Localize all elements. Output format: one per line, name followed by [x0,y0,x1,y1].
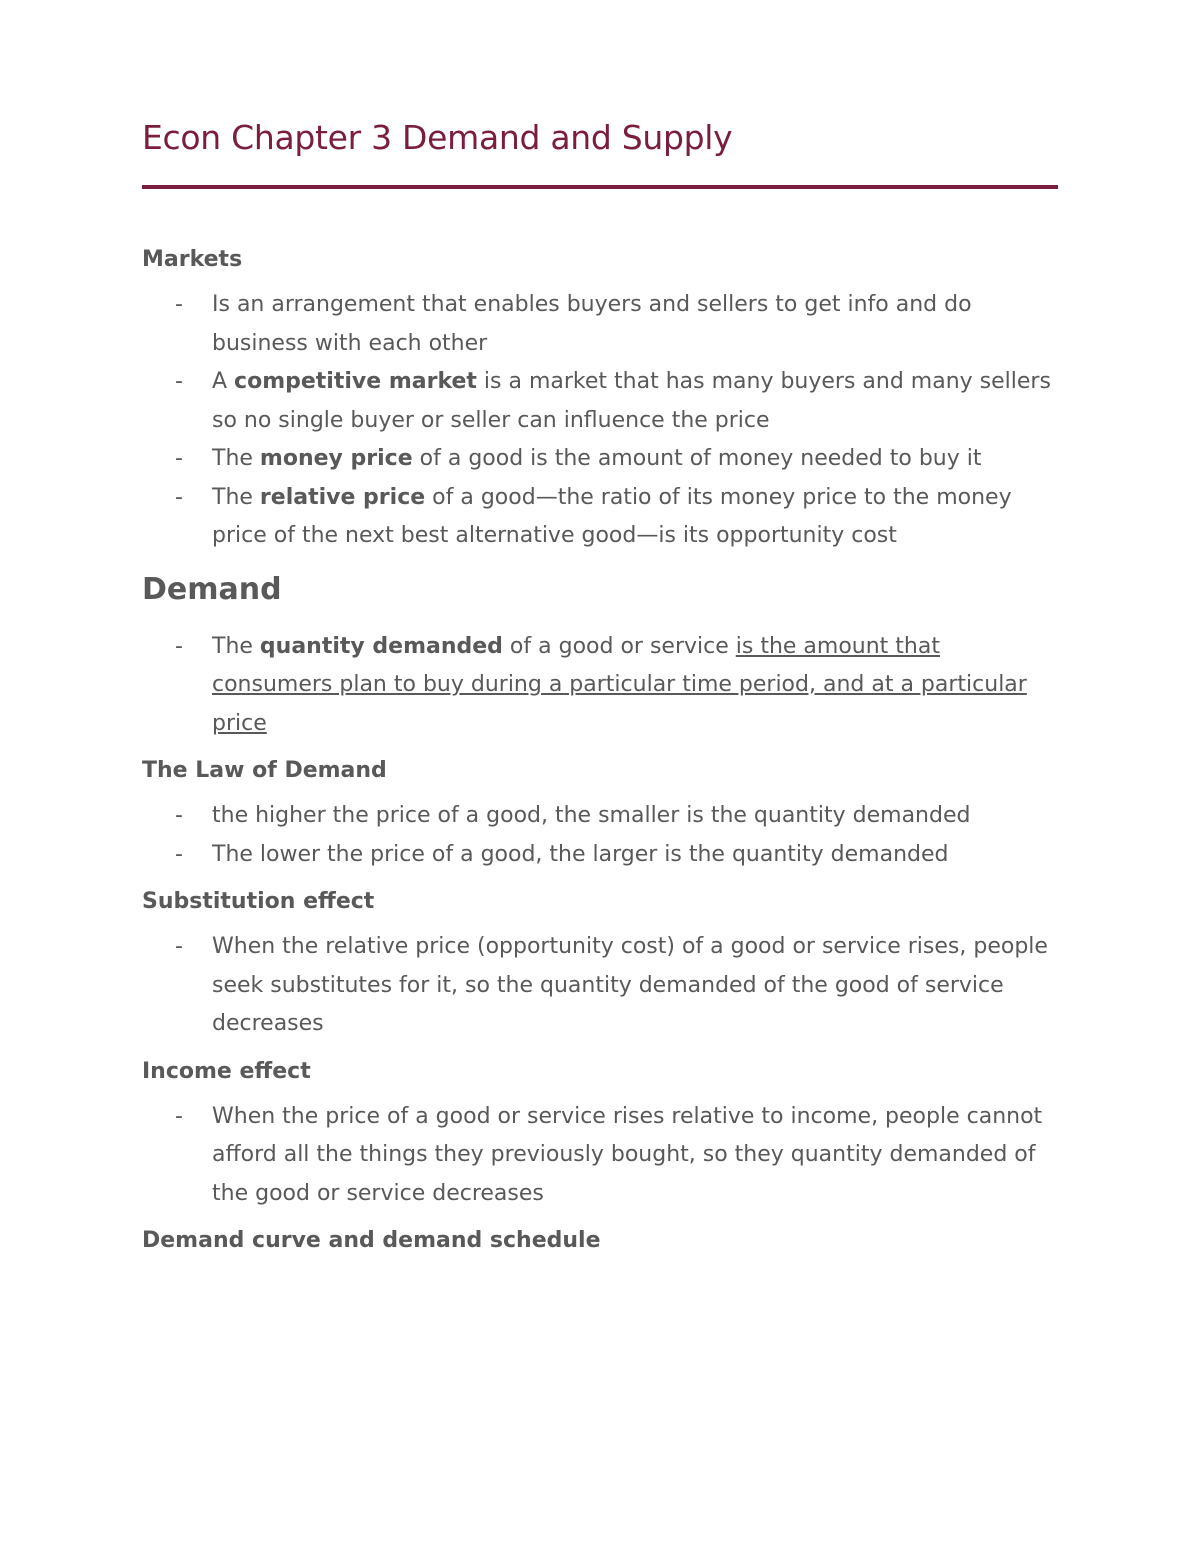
law-of-demand-heading: The Law of Demand [142,758,387,783]
list-item [142,628,1058,744]
list-item-text-post: of a good is the amount of money needed to buy it [412,446,982,471]
list-item [142,1098,1058,1214]
list-item [142,928,1058,1044]
list-item [142,836,1058,875]
dash-bullet: - [175,292,183,317]
term-competitive-market: competitive market [234,369,477,394]
list-item-text-pre: The [212,484,260,510]
document-body [142,244,1058,1257]
underlined-definition: is the amount that consumers plan to buy during a particular time period, and at a particular price [212,633,1027,736]
title-divider [142,185,1058,189]
list-item-text: Is an arrangement that enables buyers and sellers to get info and do business with each other [212,292,972,356]
dash-bullet: - [175,841,183,867]
dash-bullet: - [175,369,183,394]
substitution-effect-list [142,928,1058,1044]
income-effect-heading: Income effect [142,1058,311,1084]
dash-bullet: - [175,484,183,510]
list-item-text: When the relative price (opportunity cost) of a good or service rises, people seek substitutes for it, so the quantity demanded of the good of service decreases [212,934,1048,1036]
substitution-effect-heading: Substitution effect [142,889,375,914]
list-item-text-pre: A [212,369,235,394]
income-effect-list [142,1098,1058,1214]
dash-bullet: - [175,446,183,471]
dash-bullet: - [175,803,183,828]
list-item [142,440,1058,479]
list-item [142,479,1058,556]
list-item-text-mid: of a good or service [502,633,736,659]
demand-list [142,628,1058,744]
list-item-text-post: of a good—the ratio of its money price to the money price of the next best alternative good—is its opportunity cost [212,484,1012,548]
term-money-price: money price [259,446,413,471]
markets-heading: Markets [142,247,243,272]
list-item-text-pre: The [212,446,260,471]
term-quantity-demanded: quantity demanded [259,633,503,659]
list-item-text-pre: The [212,633,260,659]
markets-list [142,286,1058,556]
dash-bullet: - [175,633,183,659]
list-item [142,363,1058,440]
dash-bullet: - [175,1103,183,1129]
demand-heading: Demand [142,571,282,607]
list-item-text-post: is a market that has many buyers and many sellers so no single buyer or seller can influence the price [212,369,1051,433]
list-item-text: The lower the price of a good, the larger is the quantity demanded [212,841,949,867]
document-title: Econ Chapter 3 Demand and Supply [142,118,733,157]
list-item-text: the higher the price of a good, the smaller is the quantity demanded [212,803,971,828]
law-of-demand-list [142,797,1058,874]
demand-curve-heading: Demand curve and demand schedule [142,1228,601,1253]
list-item [142,286,1058,363]
list-item [142,797,1058,836]
dash-bullet: - [175,934,183,959]
term-relative-price: relative price [259,484,426,510]
list-item-text: When the price of a good or service rises relative to income, people cannot afford all the things they previously bought, so they quantity demanded of the good or service decreases [212,1103,1043,1206]
